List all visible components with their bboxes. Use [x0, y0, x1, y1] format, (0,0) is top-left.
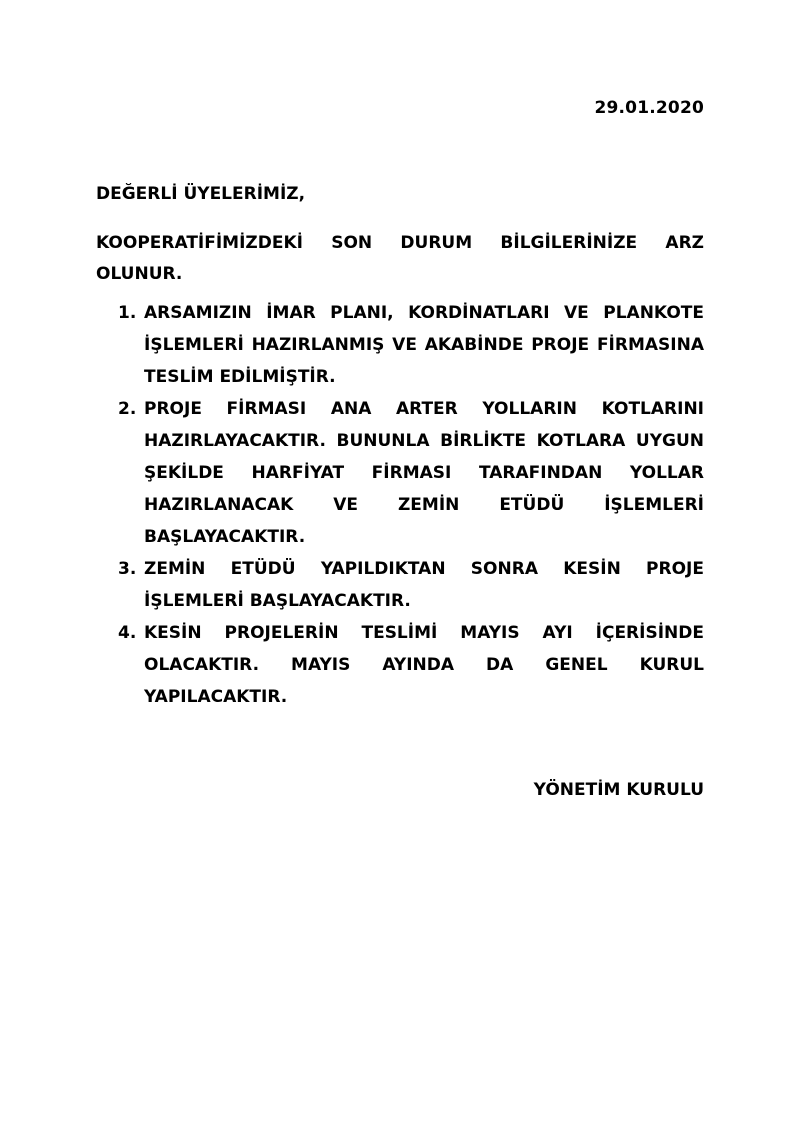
list-item-number: 2. [118, 399, 137, 419]
list-item [96, 393, 704, 553]
document-date: 29.01.2020 [594, 98, 704, 118]
list-item [96, 553, 704, 617]
list-item-text: PROJE FİRMASI ANA ARTER YOLLARIN KOTLARINI HAZIRLAYACAKTIR. BUNUNLA BİRLİKTE KOTLARA UYGUN ŞEKİLDE HARFİYAT FİRMASI TARAFINDAN YOLLAR HAZIRLANACAK VE ZEMİN ETÜDÜ İŞLEMLERİ BAŞLAYACAKTIR. [144, 399, 704, 547]
list-item-number: 4. [118, 623, 137, 643]
list-item-text: KESİN PROJELERİN TESLİMİ MAYIS AYI İÇERİSİNDE OLACAKTIR. MAYIS AYINDA DA GENEL KURUL YAPILACAKTIR. [144, 623, 704, 707]
intro-paragraph: KOOPERATİFİMİZDEKİ SON DURUM BİLGİLERİNİZE ARZ OLUNUR. [96, 233, 704, 284]
list-item-text: ZEMİN ETÜDÜ YAPILDIKTAN SONRA KESİN PROJE İŞLEMLERİ BAŞLAYACAKTIR. [144, 559, 704, 611]
list-item-text: ARSAMIZIN İMAR PLANI, KORDİNATLARI VE PLANKOTE İŞLEMLERİ HAZIRLANMIŞ VE AKABİNDE PROJE FİRMASINA TESLİM EDİLMİŞTİR. [144, 303, 704, 387]
list-item [96, 297, 704, 393]
list-item-number: 1. [118, 303, 137, 323]
list-item [96, 617, 704, 713]
salutation: DEĞERLİ ÜYELERİMİZ, [96, 184, 306, 204]
status-list [96, 297, 704, 713]
list-item-number: 3. [118, 559, 137, 579]
signature: YÖNETİM KURULU [533, 780, 704, 800]
